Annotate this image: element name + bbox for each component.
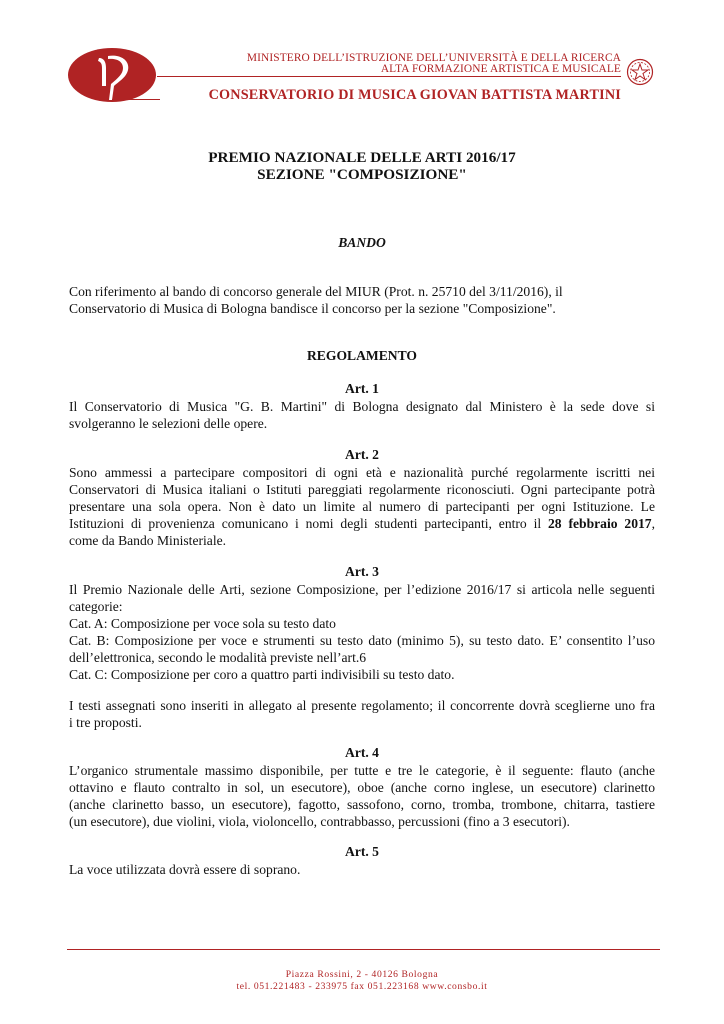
art2-line-4-text: Istituzioni di provenienza comunicano i nomi degli studenti partecipanti, entro il [69,516,548,531]
footer-contacts: tel. 051.221483 - 233975 fax 051.223168 www.consbo.it [236,981,488,992]
bando-line-2: Conservatorio di Musica di Bologna bandisce il concorso per la sezione "Composizione". [69,301,556,316]
art3-line-2: categorie: [69,599,123,614]
art2-heading: Art. 2 [345,447,379,462]
art2-deadline: 28 febbraio 2017 [548,516,652,531]
art1-line-2: svolgeranno le selezioni delle opere. [69,416,268,431]
art4-line-2: ottavino e flauto contralto in sol, un esecutore), oboe (anche corno inglese, un esecutore) clarinetto [69,780,655,795]
art4-line-4: (un esecutore), due violini, viola, violoncello, contrabbasso, percussioni (fino a 3 esecutori). [69,814,570,829]
ministry-line-2: ALTA FORMAZIONE ARTISTICA E MUSICALE [380,63,621,75]
art5-line-1: La voce utilizzata dovrà essere di soprano. [69,862,301,877]
art3-cat-b-cont: dell’elettronica, secondo le modalità previste nell’art.6 [69,650,367,665]
art2-line-2: Conservatori di Musica italiani o Istituti pareggiati regolarmente riconosciuti. Ogni partecipante potrà [69,482,655,497]
art2-line-4-end: , [651,516,655,531]
page-title-line-1: PREMIO NAZIONALE DELLE ARTI 2016/17 [208,149,516,166]
art2-line-1: Sono ammessi a partecipare compositori di ogni età e nazionalità purché regolarmente iscritti nei [69,465,655,480]
art3-cat-a: Cat. A: Composizione per voce sola su testo dato [69,616,336,631]
art5-heading: Art. 5 [345,844,379,859]
ministry-line-1: MINISTERO DELL’ISTRUZIONE DELL’UNIVERSITÀ E DELLA RICERCA [246,52,621,64]
bando-heading: BANDO [338,235,386,250]
art4-line-3: (anche clarinetto basso, un esecutore), fagotto, sassofono, corno, tromba, trombone, chitarra, tastiere [69,797,655,812]
art3-line-1: Il Premio Nazionale delle Arti, sezione Composizione, per l’edizione 2016/17 si articola nelle seguenti [69,582,655,597]
conservatory-name: CONSERVATORIO DI MUSICA GIOVAN BATTISTA MARTINI [208,87,621,103]
conservatory-logo-icon [68,46,160,104]
art3-cat-c: Cat. C: Composizione per coro a quattro parti indivisibili su testo dato. [69,667,455,682]
italian-republic-emblem-icon [626,58,654,86]
footer-divider [67,949,660,950]
art4-heading: Art. 4 [345,745,379,760]
art2-line-5: come da Bando Ministeriale. [69,533,227,548]
art2-line-3: presentare una sola opera. Non è dato un limite al numero di partecipanti per ogni Istituzione. Le [69,499,655,514]
header-divider [157,76,621,77]
art2-line-4 [69,515,655,532]
art3-cat-b: Cat. B: Composizione per voce e strumenti su testo dato (minimo 5), su testo dato. E’ consentito l’uso [69,633,655,648]
footer-address: Piazza Rossini, 2 - 40126 Bologna [285,969,439,980]
art1-line-1: Il Conservatorio di Musica "G. B. Martini" di Bologna designato dal Ministero è la sede dove si [69,399,655,414]
art3-note-line-1: I testi assegnati sono inseriti in allegato al presente regolamento; il concorrente dovrà sceglierne uno fra [69,698,655,713]
art3-heading: Art. 3 [345,564,379,579]
bando-line-1: Con riferimento al bando di concorso generale del MIUR (Prot. n. 25710 del 3/11/2016), il [69,284,563,299]
art3-note-line-2: i tre proposti. [69,715,142,730]
page-title-line-2: SEZIONE "COMPOSIZIONE" [257,166,467,183]
regolamento-heading: REGOLAMENTO [306,348,418,363]
art1-heading: Art. 1 [345,381,379,396]
art4-line-1: L’organico strumentale massimo disponibile, per tutte e tre le categorie, è il seguente: flauto (anche [69,763,655,778]
